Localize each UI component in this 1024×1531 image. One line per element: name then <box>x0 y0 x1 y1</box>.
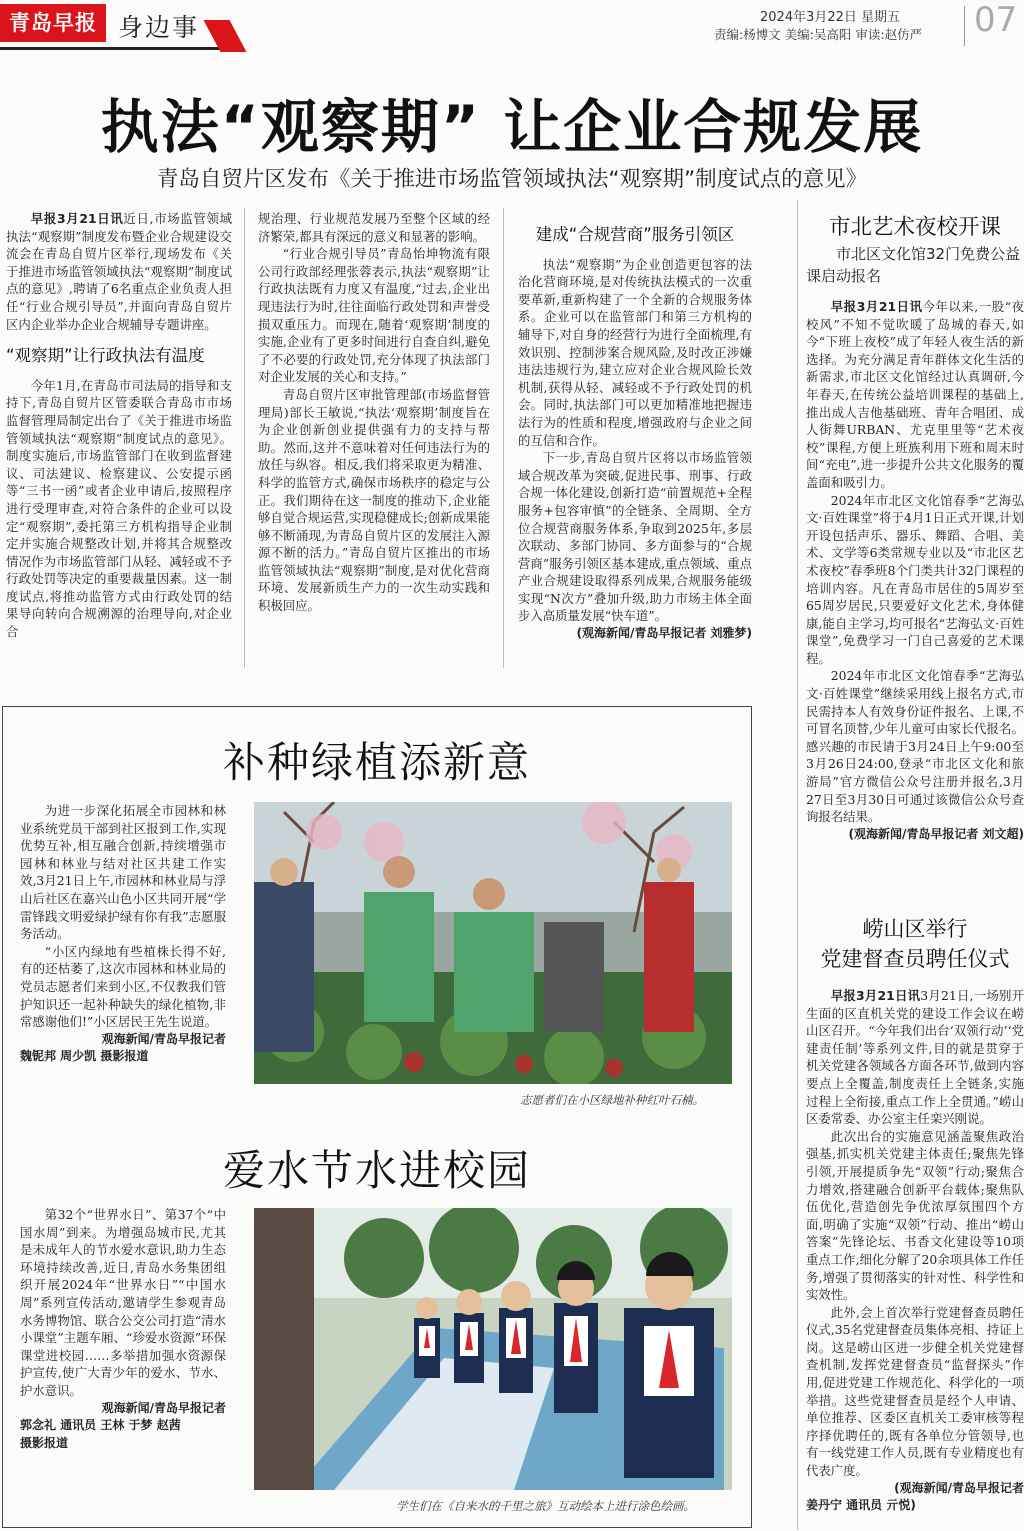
column-rule <box>503 208 504 668</box>
subheading: 建成“合规营商”服务引领区 <box>535 225 735 244</box>
paragraph: 2024年市北区文化馆春季“艺海弘文·百姓课堂”将于4月1日正式开课,计划开设包括声乐、器乐、舞蹈、合唱、美术、文学等6类常规专业以及“市北区艺术夜校”春季班8个门类共计32门课程的培训内容。凡在青岛市居住的5周岁至65周岁居民,只要爱好文化艺术,身体健康,能自主学习,均可报名“艺海弘文·百姓课堂”,免费学习一门自己喜爱的艺术课程。 <box>806 492 1024 666</box>
water-body <box>20 1206 226 1452</box>
paragraph: 今年1月,在青岛市司法局的指导和支持下,青岛自贸片区管委联合青岛市市场监督管理局制定出台了《关于推进市场监管领域执法“观察期”制度试点的意见》。制度实施后,市场监管部门在收到监督建议、司法建议、检察建议、公安提示函等“三书一函”或者企业申请后,按照程序进行受理审查,对符合条件的企业可以设定“观察期”,委托第三方机构指导企业制定并实施合规整改计划,并将其合规整改情况作为市场监管部门从轻、减轻或不予行政处罚等决定的重要裁量因素。这一制度试点,将推动监管方式由行政处罚的结果导向转向合规溯源的治理导向,对企业合 <box>6 377 232 640</box>
column-rule <box>797 200 798 1530</box>
paragraph: “行业合规引导员”青岛怡坤物流有限公司行政部经理张蓉表示,执法“观察期”让行政执法既有力度又有温度,“过去,企业出现违法行为时,往往面临行政处罚和声誉受损双重压力。而现在,随着‘观察期’制度的实施,企业有了更多时间进行自查自纠,避免了不必要的行政处罚,充分体现了执法部门对企业发展的关心和支持。” <box>258 246 490 385</box>
byline: 姜丹宁 通讯员 亓悦) <box>806 1498 916 1513</box>
lead-story-column-2 <box>258 210 490 615</box>
byline: 魏铌邦 周少凯 摄影报道 <box>20 1049 149 1064</box>
greening-photo <box>254 802 732 1084</box>
dateline: 早报3月21日讯 <box>830 299 923 314</box>
paragraph: 执法“观察期”为企业创造更包容的法治化营商环境,是对传统执法模式的一次重要革新,重新构建了一个全新的合规服务体系。企业可以在监管部门和第三方机构的辅导下,对自身的经营行为进行全面梳理,有效识别、控制涉案合规风险,及时改正涉嫌违法违规行为,建立应对企业合规风险长效机制,获得从轻、减轻或不予行政处罚的机会。同时,执法部门可以更加精准地把握违法行为的性质和程度,增强政府与企业之间的互信和合作。 <box>518 256 752 448</box>
art-school-headline: 市北艺术夜校开课 <box>828 215 1001 240</box>
water-headline: 爱水节水进校园 <box>222 1146 531 1195</box>
students-painting-image <box>254 1208 732 1490</box>
art-school-body <box>806 298 1024 843</box>
page-header <box>0 0 1024 52</box>
main-headline: 执法“观察期” 让企业合规发展 <box>100 93 924 161</box>
paragraph: 此次出台的实施意见涵盖聚焦政治强基,抓实机关党建主体责任;聚焦先锋引领,开展提质争先“双领”行动;聚焦合力增效,搭建融合创新平台载体;聚焦队伍优化,营造创先争优浓厚氛围四个方面,明确了实施“双领”行动、推出“崂山答案”先锋论坛、书香文化建设等10项重点工作,细化分解了20余项具体工作任务,增强了贯彻落实的针对性、科学性和实效性。 <box>806 1128 1024 1303</box>
paragraph: 为进一步深化拓展全市园林和林业系统党员干部到社区报到工作,实现优势互补,相互融合创新,持续增强市园林和林业与结对社区共建工作实效,3月21日上午,市园林和林业局与浮山后社区在嘉兴山色小区共同开展“学雷锋践文明爱绿护绿有你有我”志愿服务活动。 <box>20 803 226 942</box>
water-caption: 学生们在《自来水的千里之旅》互动绘本上进行涂色绘画。 <box>396 1499 695 1513</box>
art-school-subheadline: 市北区文化馆32门免费公益课启动报名 <box>806 245 1021 285</box>
dateline: 早报3月21日讯 <box>30 211 124 226</box>
paragraph: 2024年市北区文化馆春季“艺海弘文·百姓课堂”继续采用线上报名方式,市民需持本人有效身份证件报名、上课,不可冒名顶替,少年儿童可由家长代报名。感兴趣的市民请于3月24日上午9:00至3月26日24:00,登录“市北区文化和旅游局”官方微信公众号注册并报名,3月27日至3月30日可通过该微信公众号查询报名结果。 <box>806 668 1024 825</box>
section-name: 身边事 <box>118 13 200 42</box>
paragraph: 青岛自贸片区审批管理部(市场监督管理局)部长王敏说,“执法‘观察期’制度旨在为企业创新创业提供强有力的支持与帮助。然而,这并不意味着对任何违法行为的放任与纵容。相反,我们将采取更为精准、科学的监管方式,确保市场秩序的稳定与公正。我们期待在这一制度的推动下,企业能够自觉合规运营,实现稳健成长;创新成果能够不断涌现,为青岛自贸片区的发展注入源源不断的活力。”青岛自贸片区推出的市场监管领域执法“观察期”制度,是对优化营商环境、发展新质生产力的一次生动实践和积极回应。 <box>258 386 490 614</box>
paragraph: 今年以来,一股“夜校风”不知不觉吹暖了岛城的春天,如今“下班上夜校”成了年轻人夜生活的新选择。为充分满足青年群体文化生活的新需求,市北区文化馆经过认真调研,今年春天,在传统公益培训课程的基础上,推出成人吉他基础班、青年合唱团、成人街舞URBAN、尤克里里等“艺术夜校”课程,方便上班族利用下班和周末时间“充电”,进一步提升公共文化服务的覆盖面和吸引力。 <box>806 299 1024 490</box>
page-number: 07 <box>974 0 1018 40</box>
paragraph: 近日,市场监管领域执法“观察期”制度发布暨企业合规建设交流会在青岛自贸片区举行,现场发布《关于推进市场监管领域执法“观察期”制度试点的意见》,聘请了6名重点企业负责人担任“行业合规引导员”,并面向青岛自贸片区内企业举办企业合规辅导专题讲座。 <box>6 211 232 332</box>
newspaper-logo: 青岛早报 <box>0 4 106 42</box>
byline: (观海新闻/青岛早报记者 刘雅梦) <box>576 626 752 641</box>
paragraph: 第32个“世界水日”、第37个“中国水周”到来。为增强岛城市民,尤其是未成年人的节水爱水意识,助力生态环境持续改善,近日,青岛水务集团组织开展2024年“世界水日”“中国水周”系列宣传活动,邀请学生参观青岛水务博物馆、联合公交公司打造“清水小课堂”主题车厢、“珍爱水资源”环保课堂进校园……多举措加强水资源保护宣传,使广大青少年的爱水、节水、护水意识。 <box>20 1207 226 1398</box>
water-photo <box>254 1208 732 1490</box>
byline: 郭念礼 通讯员 王林 于梦 赵茜 <box>20 1418 181 1433</box>
byline: 观海新闻/青岛早报记者 <box>101 1031 226 1046</box>
greening-headline: 补种绿植添新意 <box>222 738 531 787</box>
lead-story-column-1 <box>6 210 232 641</box>
laoshan-body <box>806 987 1024 1515</box>
header-divider <box>964 6 965 46</box>
byline: 观海新闻/青岛早报记者 <box>101 1400 226 1415</box>
laoshan-headline <box>806 914 1024 974</box>
issue-date: 2024年3月22日 星期五 <box>760 10 901 25</box>
header-rule <box>0 47 232 50</box>
column-rule <box>244 208 245 668</box>
paragraph: 3月21日,一场别开生面的区直机关党的建设工作会议在崂山区召开。“今年我们出台‘双领行动’‘党建责任制’等系列文件,目的就是贯穿于机关党建各领域各方面各环节,做到内容要点上全覆盖,制度责任上全链条,实施过程上全衔接,重点工作上全贯通。”崂山区委常委、办公室主任栾兴刚说。 <box>806 988 1024 1127</box>
paragraph: 规治理、行业规范发展乃至整个区域的经济繁荣,都具有深远的意义和显著的影响。 <box>258 211 490 244</box>
byline: (观海新闻/青岛早报记者 <box>894 1480 1024 1495</box>
paragraph: 此外,会上首次举行党建督查员聘任仪式,35名党建督查员集体亮相、持证上岗。这是崂山区进一步健全机关党建督查机制,发挥党建督查员“监督探头”作用,促进党建工作规范化、科学化的一项举措。这些党建督查员是经个人申请、单位推荐、区委区直机关工委审核等程序择优聘任的,既有各单位分管领导,也有一线党建工作人员,既有专业精度也有代表广度。 <box>806 1304 1024 1479</box>
subheading: “观察期”让行政执法有温度 <box>6 346 205 366</box>
headline-line: 崂山区举行 <box>862 917 968 941</box>
byline: 摄影报道 <box>20 1435 69 1450</box>
greening-body <box>20 802 226 1066</box>
volunteers-planting-image <box>254 802 732 1084</box>
headline-line: 党建督查员聘任仪式 <box>820 947 1010 971</box>
dateline: 早报3月21日讯 <box>830 988 921 1003</box>
paragraph: 下一步,青岛自贸片区将以市场监管领域合规改革为突破,促进民事、刑事、行政合规一体化建设,创新打造“前置规范+全程服务+包容审慎”的全链条、全周期、全方位合规营商服务体系,争取到2025年,多层次联动、多部门协同、多方面参与的“合规营商”服务引领区基本建成,重点领域、重点产业合规建设取得系列成果,合规服务能级实现“N次方”叠加升级,助力市场主体全面步入高质量发展“快车道”。 <box>518 450 752 624</box>
byline: (观海新闻/青岛早报记者 刘文超) <box>848 826 1024 841</box>
greening-caption: 志愿者们在小区绿地补种红叶石楠。 <box>520 1093 704 1107</box>
paragraph: “小区内绿地有些植株长得不好,有的还枯萎了,这次市园林和林业局的党员志愿者们来到小区,不仅教我们管护知识还一起补种缺失的绿化植物,非常感谢他们!”小区居民王先生说道。 <box>20 943 226 1030</box>
editor-credits: 责编:杨博文 美编:吴高阳 审读:赵仿严 <box>714 27 923 42</box>
main-subheadline: 青岛自贸片区发布《关于推进市场监管领域执法“观察期”制度试点的意见》 <box>156 167 868 192</box>
lead-story-column-3 <box>518 210 752 643</box>
